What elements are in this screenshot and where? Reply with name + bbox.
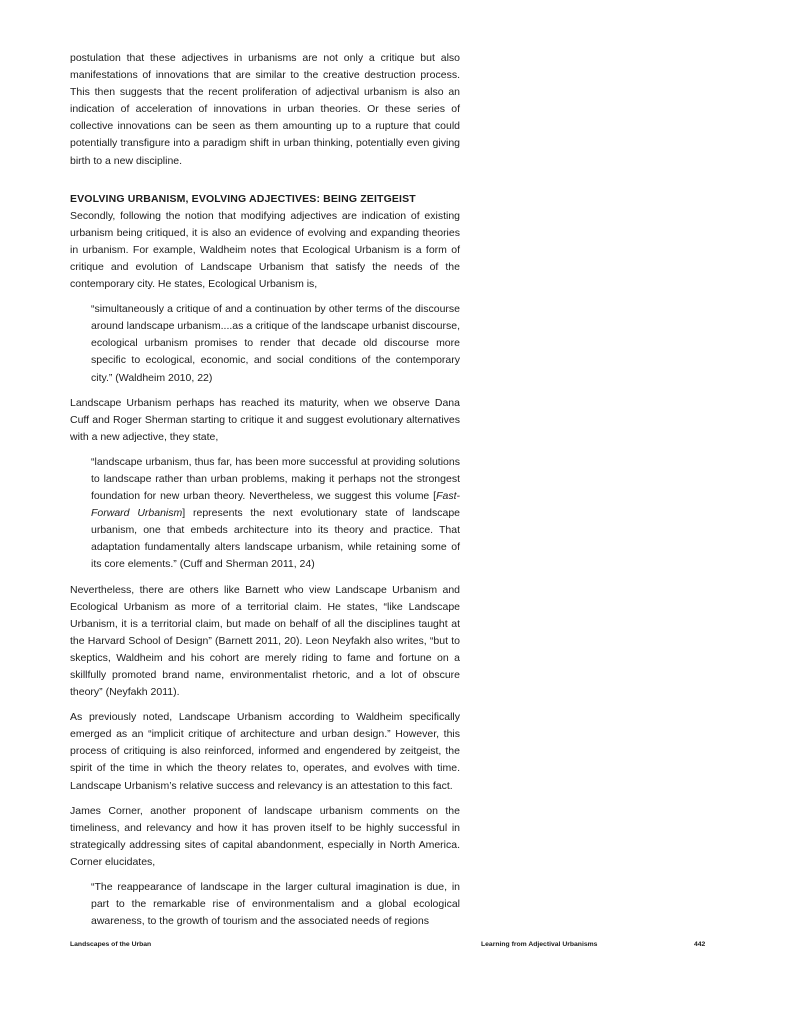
page-number: 442 bbox=[694, 941, 706, 948]
paragraph-secondly: Secondly, following the notion that modifying adjectives are indication of existing urbanism being critiqued, it is also an evidence of evolving and expanding theories in urbanism. For example, Waldheim notes that Ecological Urbanism is a form of critique and evolution of Landscape Urbanism that satisfy the needs of the contemporary city. He states, Ecological Urbanism is, bbox=[70, 209, 460, 291]
block-quote-waldheim: “simultaneously a critique of and a continuation by other terms of the discourse around landscape urbanism....as a critique of the landscape urbanist discourse, ecological urbanism promises to render that decade old discourse more specific to ecological, economic, and social conditions of the contemporary city.” (Waldheim 2010, 22) bbox=[91, 303, 460, 384]
block-quote-corner: “The reappearance of landscape in the larger cultural imagination is due, in part to the remarkable rise of environmentalism and a global ecological awareness, to the growth of tourism and the associated needs of regions bbox=[91, 881, 460, 928]
paragraph-zeitgeist: As previously noted, Landscape Urbanism according to Waldheim specifically emerged as an “implicit critique of architecture and urban design.” However, this process of critiquing is also reinforced, informed and engendered by zeitgeist, the spirit of the time in which the theory relates to, operates, and evolves with time. Landscape Urbanism’s relative success and relevancy is an attestation to this fact. bbox=[70, 711, 460, 792]
body-text bbox=[70, 50, 460, 930]
paragraph-intro: postulation that these adjectives in urbanisms are not only a critique but also manifestations of innovations that are similar to the creative destruction process. This then suggests that the recent proliferation of adjectival urbanism is also an indication of acceleration of innovations in urban theories. Or these series of collective innovations can be seen as them amounting up to a rupture that could potentially transfigure into a paradigm shift in urban thinking, potentially even giving birth to a new discipline. bbox=[70, 52, 460, 167]
paragraph-territorial-claim: Nevertheless, there are others like Barnett who view Landscape Urbanism and Ecological Urbanism as more of a territorial claim. He states, “like Landscape Urbanism, it is a territorial claim, but made on behalf of all the disciplines taught at the Harvard School of Design” (Barnett 2011, 20). Leon Neyfakh also writes, “but to skeptics, Waldheim and his cohort are merely riding to fame and fortune on a skillfully promoted brand name, environmentalist rhetoric, and a lot of obscure theory” (Neyfakh 2011). bbox=[70, 583, 460, 699]
footer-book-title: Landscapes of the Urban bbox=[70, 941, 152, 948]
quote-text-start: “landscape urbanism, thus far, has been more successful at providing solutions to landscape rather than urban problems, making it perhaps not the strongest foundation for new urban theory. Nevertheless, we suggest this volume [ bbox=[91, 455, 460, 503]
paragraph-maturity: Landscape Urbanism perhaps has reached its maturity, when we observe Dana Cuff and Roger Sherman starting to critique it and suggest evolutionary alternatives with a new adjective, they state, bbox=[70, 396, 460, 443]
paragraph-corner: James Corner, another proponent of landscape urbanism comments on the timeliness, and relevancy and how it has proven itself to be highly successful in strategically addressing sites of capital abandonment, especially in North America. Corner elucidates, bbox=[70, 804, 460, 868]
book-title-italic: Fast-Forward Urbanism bbox=[91, 490, 460, 520]
quote-text-end: ] represents the next evolutionary state of landscape urbanism, one that embeds architecture into its theory and practice. That adaptation fundamentally alters landscape urbanism, while retaining some of its core elements.” (Cuff and Sherman 2011, 24) bbox=[91, 507, 460, 571]
footer-chapter-title: Learning from Adjectival Urbanisms bbox=[481, 941, 598, 948]
block-quote-cuff-sherman bbox=[91, 454, 460, 574]
section-heading: EVOLVING URBANISM, EVOLVING ADJECTIVES: BEING ZEITGEIST bbox=[70, 192, 416, 205]
